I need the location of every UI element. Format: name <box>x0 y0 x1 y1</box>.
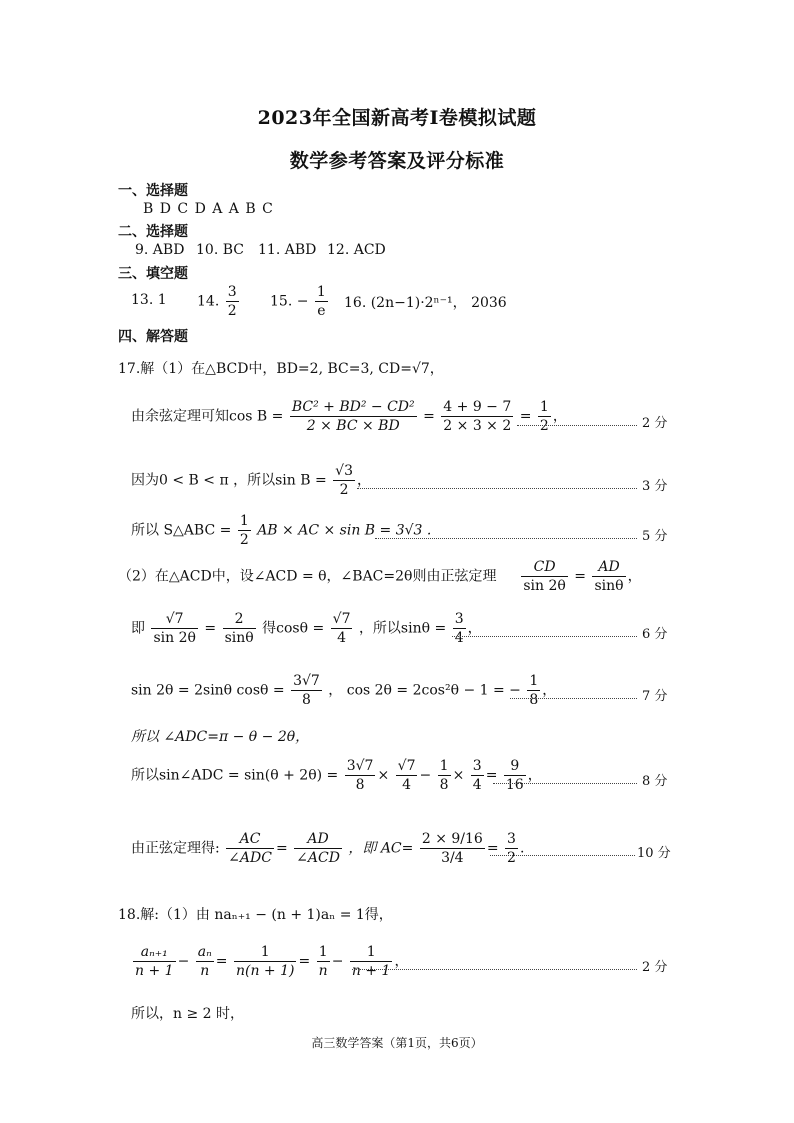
page-subtitle: 数学参考答案及评分标准 <box>289 150 505 172</box>
section-heading-4: 四、解答题 <box>118 329 188 345</box>
q17-part2-intro: （2）在△ACD中，设∠ACD = θ，∠BAC=2θ则由正弦定理 $\frac{CD}{\sin 2\theta}$ = $\frac{AD}{\sin\theta}$ ， <box>118 559 642 594</box>
dot-leader <box>352 969 637 970</box>
score-mark: 2 分 <box>642 416 668 431</box>
page-title: 2023年全国新高考Ⅰ卷模拟试题 <box>257 107 537 129</box>
fill-answer-15: 15. − $\frac{1}{e}$ <box>270 284 326 319</box>
q18-intro: 18.解:（1）由 naₙ₊₁ − (n + 1)aₙ = 1得， <box>118 907 393 923</box>
dot-leader <box>357 488 637 489</box>
dot-leader <box>517 425 637 426</box>
q17-intro: 17.解（1）在△BCD中，BD=2, BC=3, CD=√7， <box>118 361 444 377</box>
q18-condition-line: 所以，n ≥ 2 时， <box>131 1006 245 1022</box>
page-footer: 高三数学答案（第1页，共6页） <box>311 1036 483 1050</box>
multi-choice-answer-9: 9. ABD <box>135 242 185 258</box>
score-mark: 10 分 <box>637 846 671 861</box>
dot-leader <box>375 538 637 539</box>
section-heading-1: 一、选择题 <box>118 183 188 199</box>
choice-answers: B D C D A A B C <box>143 201 274 217</box>
q17-sinB-line: 因为0 < B < π ，所以sin B = $\frac{√3}{2}$ ， <box>131 463 371 498</box>
q17-sine-law-line: 即 $\frac{√7}{\sin 2\theta}$ = $\frac{2}{\sin\theta}$ 得cosθ = $\frac{√7}{4}$ ，所以sinθ = $\frac{3}{4}$ ， <box>131 611 482 646</box>
q18-recurrence-line: $\frac{\text{aₙ₊₁}}{n + 1}$ − $\frac{\text{aₙ}}{n}$ = $\frac{1}{n(n + 1)}$ = $\frac{1}{n}$ − $\frac{1}{n + 1}$ ， <box>135 944 409 979</box>
q17-cosine-law-line: 由余弦定理可知cos B = $\frac{\text{BC² + BD² − CD²}}{2 \times BC \times BD}$ = $\frac{4 + 9 - 7}{2 \times 3 \times 2}$ = $\frac{1}{2}$ ， <box>131 399 567 434</box>
multi-choice-answer-12: 12. ACD <box>327 242 386 258</box>
q17-angle-line: 所以 ∠ADC=π − θ − 2θ， <box>131 729 310 745</box>
multi-choice-answer-11: 11. ABD <box>258 242 317 258</box>
fill-answer-14: 14. $\frac{3}{2}$ <box>197 284 237 319</box>
section-heading-2: 二、选择题 <box>118 224 188 240</box>
q17-area-line: 所以 S△ABC = $\frac{1}{2}$ AB × AC × sin B = 3√3 . <box>131 513 432 548</box>
dot-leader <box>493 783 637 784</box>
fill-answer-16: 16. (2n−1)·2ⁿ⁻¹， 2036 <box>344 295 507 311</box>
score-mark: 6 分 <box>642 627 668 642</box>
fill-answer-13: 13. 1 <box>131 292 167 308</box>
dot-leader <box>490 855 635 856</box>
section-heading-3: 三、填空题 <box>118 266 188 282</box>
score-mark: 3 分 <box>642 479 668 494</box>
dot-leader <box>510 698 637 699</box>
score-mark: 8 分 <box>642 774 668 789</box>
score-mark: 5 分 <box>642 529 668 544</box>
dot-leader <box>452 636 637 637</box>
q17-AC-line: 由正弦定理得: $\frac{AC}{\text{∠ADC}}$ = $\frac{AD}{\text{∠ACD}}$ ，即 AC= $\frac{2 \times 9/16}{3/4}$ = $\frac{3}{2}$ . <box>131 831 525 866</box>
multi-choice-answer-10: 10. BC <box>196 242 244 258</box>
q17-double-angle-line: sin 2θ = 2sinθ cosθ = $\frac{3√7}{8}$ ， cos 2θ = 2cos²θ − 1 = − $\frac{1}{8}$ ， <box>131 673 557 708</box>
score-mark: 2 分 <box>642 960 668 975</box>
q17-sin-ADC-line: 所以sin∠ADC = sin(θ + 2θ) = $\frac{3√7}{8}$ × $\frac{√7}{4}$ − $\frac{1}{8}$ × $\frac{3}{4}$ = $\frac{9}{16}$ ， <box>131 758 542 793</box>
score-mark: 7 分 <box>642 689 668 704</box>
